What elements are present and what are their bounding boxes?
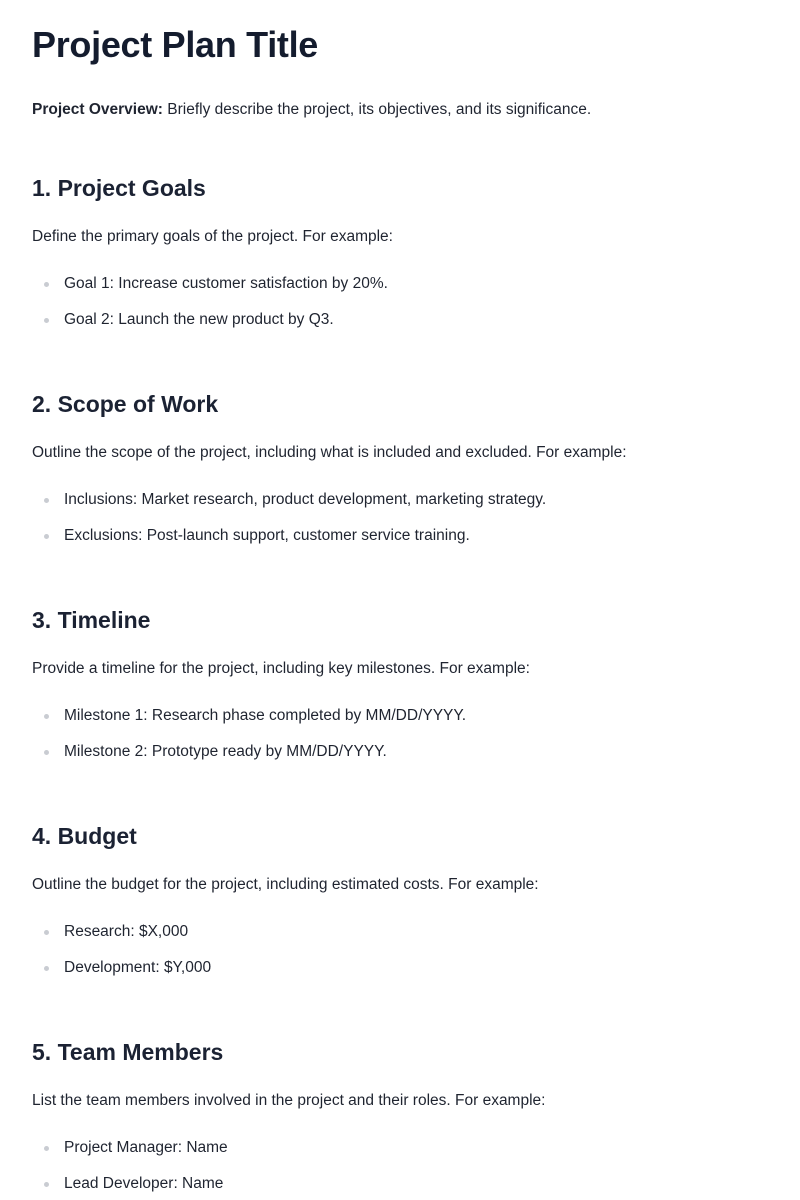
bullet-icon xyxy=(44,318,49,323)
section-intro: Provide a timeline for the project, including key milestones. For example: xyxy=(32,660,530,677)
page-title: Project Plan Title xyxy=(32,24,319,65)
list-item xyxy=(32,1173,768,1195)
section-project-goals xyxy=(32,173,768,345)
list-item xyxy=(32,741,768,763)
section-list xyxy=(32,1137,768,1195)
list-item xyxy=(32,921,768,943)
list-item xyxy=(32,957,768,979)
section-heading: 2. Scope of Work xyxy=(32,391,219,417)
section-intro: List the team members involved in the project and their roles. For example: xyxy=(32,1092,546,1109)
bullet-icon xyxy=(44,1146,49,1151)
list-item-text: Research: $X,000 xyxy=(64,923,189,940)
list-item-text: Lead Developer: Name xyxy=(64,1175,224,1192)
bullet-icon xyxy=(44,498,49,503)
list-item-text: Goal 1: Increase customer satisfaction by 20%. xyxy=(64,275,388,292)
section-list xyxy=(32,489,768,547)
bullet-icon xyxy=(44,714,49,719)
overview-text: Briefly describe the project, its objectives, and its significance. xyxy=(162,101,592,118)
section-intro: Outline the budget for the project, including estimated costs. For example: xyxy=(32,876,539,893)
section-heading: 4. Budget xyxy=(32,823,137,849)
list-item-text: Development: $Y,000 xyxy=(64,959,212,976)
section-timeline xyxy=(32,605,768,777)
list-item-text: Inclusions: Market research, product development, marketing strategy. xyxy=(64,491,547,508)
section-heading: 1. Project Goals xyxy=(32,175,206,201)
bullet-icon xyxy=(44,1182,49,1187)
bullet-icon xyxy=(44,750,49,755)
list-item xyxy=(32,273,768,295)
bullet-icon xyxy=(44,534,49,539)
list-item-text: Milestone 2: Prototype ready by MM/DD/YYYY. xyxy=(64,743,387,760)
project-overview xyxy=(32,99,591,121)
section-team-members xyxy=(32,1037,768,1200)
bullet-icon xyxy=(44,282,49,287)
list-item-text: Milestone 1: Research phase completed by MM/DD/YYYY. xyxy=(64,707,467,724)
section-intro: Define the primary goals of the project. For example: xyxy=(32,228,393,245)
bullet-icon xyxy=(44,930,49,935)
bullet-icon xyxy=(44,966,49,971)
section-list xyxy=(32,273,768,331)
section-intro: Outline the scope of the project, including what is included and excluded. For example: xyxy=(32,444,627,461)
section-heading: 3. Timeline xyxy=(32,607,151,633)
section-budget xyxy=(32,821,768,993)
list-item xyxy=(32,525,768,547)
overview-label: Project Overview: xyxy=(32,101,163,118)
list-item-text: Goal 2: Launch the new product by Q3. xyxy=(64,311,334,328)
section-list xyxy=(32,921,768,979)
list-item xyxy=(32,1137,768,1159)
list-item-text: Exclusions: Post-launch support, customer service training. xyxy=(64,527,470,544)
list-item xyxy=(32,489,768,511)
section-heading: 5. Team Members xyxy=(32,1039,224,1065)
section-scope-of-work xyxy=(32,389,768,561)
list-item xyxy=(32,309,768,331)
list-item xyxy=(32,705,768,727)
list-item-text: Project Manager: Name xyxy=(64,1139,228,1156)
section-list xyxy=(32,705,768,763)
